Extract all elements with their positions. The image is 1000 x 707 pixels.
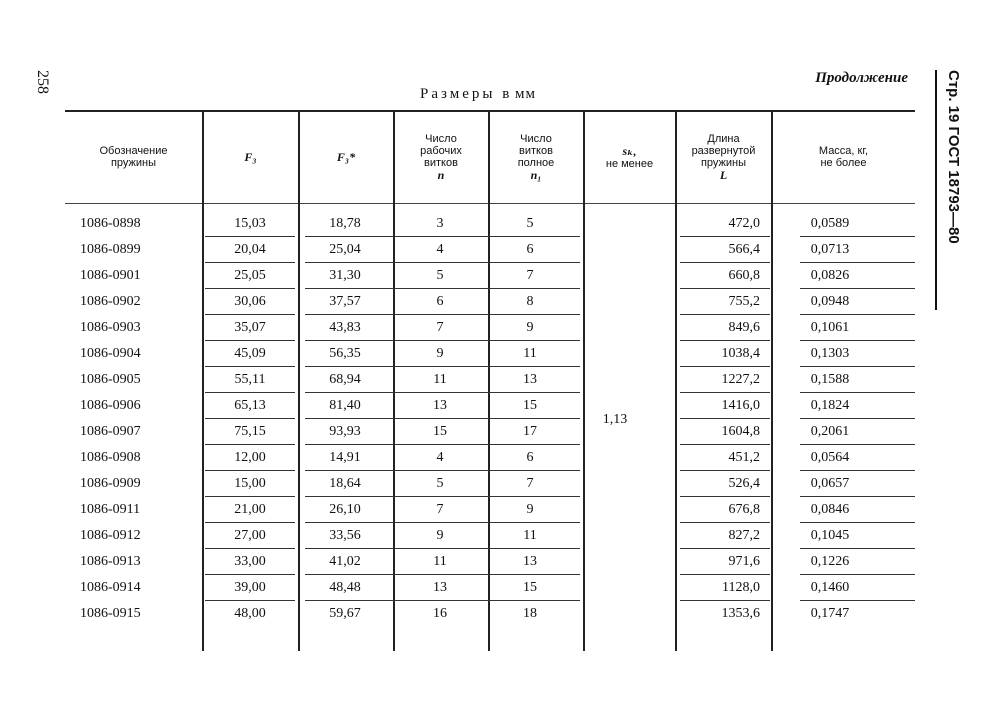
row-rule: [680, 548, 770, 549]
row-rule: [800, 418, 915, 419]
row-rule: [395, 496, 485, 497]
cell-f3: 65,13: [234, 398, 266, 413]
cell-designation: 1086-0902: [80, 294, 141, 309]
cell-length: 676,8: [728, 502, 760, 517]
table-row: [65, 316, 915, 340]
cell-designation: 1086-0901: [80, 268, 141, 283]
row-rule: [800, 548, 915, 549]
cell-mass: 0,0713: [810, 242, 850, 257]
row-rule: [395, 236, 485, 237]
cell-n1: 18: [523, 606, 537, 621]
cell-n1: 5: [526, 216, 534, 231]
row-rule: [205, 600, 295, 601]
cell-f3: 35,07: [234, 320, 266, 335]
cell-f3: 48,00: [234, 606, 266, 621]
cell-n1: 15: [523, 398, 537, 413]
cell-length: 1128,0: [722, 580, 760, 595]
row-rule: [680, 444, 770, 445]
row-rule: [485, 522, 580, 523]
cell-f3-star: 48,48: [329, 580, 361, 595]
cell-designation: 1086-0903: [80, 320, 141, 335]
cell-length: 1416,0: [721, 398, 760, 413]
row-rule: [800, 340, 915, 341]
row-rule: [485, 314, 580, 315]
row-rule: [305, 314, 395, 315]
row-rule: [305, 340, 395, 341]
row-rule: [485, 470, 580, 471]
cell-length: 1604,8: [721, 424, 760, 439]
cell-mass: 0,1460: [810, 580, 850, 595]
cell-n: 11: [433, 372, 447, 387]
table-row: [65, 238, 915, 262]
cell-mass: 0,1303: [810, 346, 850, 361]
cell-n: 11: [433, 554, 447, 569]
side-header-text: Стр. 19 ГОСТ 18793—80: [945, 70, 962, 244]
row-rule: [680, 418, 770, 419]
table-row: [65, 446, 915, 470]
cell-designation: 1086-0911: [80, 502, 141, 517]
cell-length: 566,4: [728, 242, 760, 257]
cell-f3: 75,15: [234, 424, 266, 439]
cell-length: 660,8: [728, 268, 760, 283]
row-rule: [205, 314, 295, 315]
cell-length: 755,2: [728, 294, 760, 309]
row-rule: [205, 548, 295, 549]
row-rule: [305, 392, 395, 393]
cell-n: 7: [436, 320, 444, 335]
cell-f3: 15,00: [234, 476, 266, 491]
row-rule: [485, 600, 580, 601]
row-rule: [205, 496, 295, 497]
row-rule: [680, 366, 770, 367]
cell-n1: 6: [526, 450, 534, 465]
cell-mass: 0,0564: [810, 450, 850, 465]
row-rule: [680, 496, 770, 497]
cell-mass: 0,1045: [810, 528, 850, 543]
cell-f3: 39,00: [234, 580, 266, 595]
cell-mass: 0,1824: [810, 398, 850, 413]
row-rule: [305, 522, 395, 523]
cell-f3: 15,03: [234, 216, 266, 231]
row-rule: [485, 392, 580, 393]
cell-f3-star: 41,02: [329, 554, 361, 569]
cell-f3-star: 18,64: [329, 476, 361, 491]
row-rule: [205, 236, 295, 237]
cell-mass: 0,1588: [810, 372, 850, 387]
row-rule: [800, 574, 915, 575]
row-rule: [205, 470, 295, 471]
cell-length: 1227,2: [721, 372, 760, 387]
row-rule: [395, 470, 485, 471]
row-rule: [205, 444, 295, 445]
row-rule: [800, 366, 915, 367]
cell-length: 827,2: [728, 528, 760, 543]
cell-f3-star: 93,93: [329, 424, 361, 439]
row-rule: [800, 262, 915, 263]
cell-n1: 17: [523, 424, 537, 439]
caption-lead: Размеры: [420, 86, 496, 102]
continuation-label: Продолжение: [815, 70, 908, 86]
cell-designation: 1086-0907: [80, 424, 141, 439]
cell-n: 3: [436, 216, 444, 231]
cell-mass: 0,0657: [810, 476, 850, 491]
cell-length: 526,4: [728, 476, 760, 491]
row-rule: [485, 574, 580, 575]
row-rule: [305, 470, 395, 471]
cell-n1: 7: [526, 476, 534, 491]
cell-mass: 0,1747: [810, 606, 850, 621]
cell-designation: 1086-0914: [80, 580, 141, 595]
row-rule: [205, 340, 295, 341]
header-length: Длина развернутой пружины L: [691, 132, 756, 182]
cell-f3-star: 68,94: [329, 372, 361, 387]
cell-n: 13: [433, 580, 447, 595]
cell-f3: 45,09: [234, 346, 266, 361]
row-rule: [395, 262, 485, 263]
row-rule: [800, 392, 915, 393]
row-rule: [800, 314, 915, 315]
cell-n: 4: [436, 450, 444, 465]
cell-f3-star: 14,91: [329, 450, 361, 465]
cell-f3-star: 33,56: [329, 528, 361, 543]
table-row: [65, 420, 915, 444]
cell-length: 451,2: [728, 450, 760, 465]
cell-designation: 1086-0906: [80, 398, 141, 413]
row-rule: [305, 366, 395, 367]
table-row: [65, 290, 915, 314]
header-f3-star: F₃*: [336, 150, 356, 164]
cell-n: 16: [433, 606, 447, 621]
table-row: [65, 342, 915, 366]
side-rule: [935, 70, 937, 310]
cell-n: 5: [436, 476, 444, 491]
row-rule: [305, 418, 395, 419]
header-sk: sₖ, не менее: [605, 143, 654, 170]
row-rule: [305, 600, 395, 601]
cell-n1: 6: [526, 242, 534, 257]
cell-n: 9: [436, 528, 444, 543]
sk-value: 1,13: [602, 412, 628, 427]
row-rule: [485, 288, 580, 289]
cell-designation: 1086-0915: [80, 606, 141, 621]
row-rule: [680, 288, 770, 289]
cell-n: 13: [433, 398, 447, 413]
cell-f3-star: 31,30: [329, 268, 361, 283]
table-row: [65, 394, 915, 418]
table-row: [65, 472, 915, 496]
row-rule: [205, 522, 295, 523]
row-rule: [800, 522, 915, 523]
row-rule: [680, 236, 770, 237]
cell-n: 5: [436, 268, 444, 283]
row-rule: [485, 496, 580, 497]
cell-designation: 1086-0905: [80, 372, 141, 387]
cell-length: 971,6: [728, 554, 760, 569]
header-working-turns: Число рабочих витков n: [420, 132, 462, 182]
row-rule: [395, 314, 485, 315]
cell-length: 1353,6: [721, 606, 760, 621]
cell-n1: 7: [526, 268, 534, 283]
row-rule: [485, 548, 580, 549]
cell-mass: 0,0589: [810, 216, 850, 231]
cell-mass: 0,1061: [810, 320, 850, 335]
row-rule: [800, 444, 915, 445]
row-rule: [305, 288, 395, 289]
row-rule: [205, 262, 295, 263]
row-rule: [800, 288, 915, 289]
table-row: [65, 368, 915, 392]
cell-designation: 1086-0898: [80, 216, 141, 231]
table-header-rule: [65, 203, 915, 204]
row-rule: [305, 548, 395, 549]
row-rule: [800, 236, 915, 237]
header-total-turns: Число витков полное n₁: [517, 132, 555, 182]
row-rule: [680, 262, 770, 263]
cell-f3: 30,06: [234, 294, 266, 309]
row-rule: [485, 444, 580, 445]
row-rule: [395, 340, 485, 341]
cell-f3: 12,00: [234, 450, 266, 465]
cell-f3-star: 25,04: [329, 242, 361, 257]
cell-designation: 1086-0899: [80, 242, 141, 257]
row-rule: [395, 366, 485, 367]
cell-n1: 13: [523, 372, 537, 387]
row-rule: [395, 392, 485, 393]
cell-designation: 1086-0909: [80, 476, 141, 491]
row-rule: [395, 574, 485, 575]
cell-f3-star: 43,83: [329, 320, 361, 335]
cell-designation: 1086-0913: [80, 554, 141, 569]
cell-length: 849,6: [728, 320, 760, 335]
cell-f3-star: 81,40: [329, 398, 361, 413]
table-row: [65, 212, 915, 236]
row-rule: [395, 288, 485, 289]
table-row: [65, 264, 915, 288]
row-rule: [800, 470, 915, 471]
cell-n: 15: [433, 424, 447, 439]
cell-n1: 9: [526, 502, 534, 517]
row-rule: [305, 444, 395, 445]
row-rule: [395, 522, 485, 523]
cell-mass: 0,0846: [810, 502, 850, 517]
row-rule: [395, 600, 485, 601]
row-rule: [205, 366, 295, 367]
cell-mass: 0,0948: [810, 294, 850, 309]
row-rule: [800, 496, 915, 497]
cell-mass: 0,1226: [810, 554, 850, 569]
header-f3: F₃: [244, 150, 257, 164]
cell-length: 1038,4: [721, 346, 760, 361]
cell-n1: 15: [523, 580, 537, 595]
cell-f3: 25,05: [234, 268, 266, 283]
table-row: [65, 602, 915, 626]
row-rule: [680, 470, 770, 471]
row-rule: [485, 366, 580, 367]
cell-n1: 11: [523, 528, 537, 543]
cell-f3-star: 26,10: [329, 502, 361, 517]
header-designation: Обозначение пружины: [99, 145, 168, 169]
row-rule: [680, 600, 770, 601]
row-rule: [305, 236, 395, 237]
row-rule: [680, 574, 770, 575]
table-row: [65, 576, 915, 600]
row-rule: [680, 392, 770, 393]
cell-length: 472,0: [728, 216, 760, 231]
row-rule: [680, 340, 770, 341]
cell-f3-star: 56,35: [329, 346, 361, 361]
cell-n1: 11: [523, 346, 537, 361]
row-rule: [800, 600, 915, 601]
cell-designation: 1086-0908: [80, 450, 141, 465]
table-row: [65, 550, 915, 574]
row-rule: [205, 392, 295, 393]
caption-tail: в мм: [502, 86, 537, 102]
cell-f3: 33,00: [234, 554, 266, 569]
cell-designation: 1086-0904: [80, 346, 141, 361]
row-rule: [680, 314, 770, 315]
row-rule: [485, 418, 580, 419]
side-header: [941, 70, 965, 300]
row-rule: [205, 288, 295, 289]
cell-n1: 9: [526, 320, 534, 335]
cell-mass: 0,2061: [810, 424, 850, 439]
row-rule: [395, 444, 485, 445]
cell-f3-star: 59,67: [329, 606, 361, 621]
cell-mass: 0,0826: [810, 268, 850, 283]
row-rule: [205, 418, 295, 419]
row-rule: [485, 262, 580, 263]
header-mass: Масса, кг, не более: [818, 145, 869, 169]
cell-f3: 20,04: [234, 242, 266, 257]
cell-n1: 13: [523, 554, 537, 569]
row-rule: [305, 574, 395, 575]
cell-n: 4: [436, 242, 444, 257]
page-number: 258: [34, 70, 51, 94]
cell-n: 6: [436, 294, 444, 309]
row-rule: [395, 418, 485, 419]
cell-f3-star: 37,57: [329, 294, 361, 309]
row-rule: [485, 340, 580, 341]
cell-n: 9: [436, 346, 444, 361]
table-caption: [420, 86, 536, 103]
cell-f3: 55,11: [234, 372, 266, 387]
table-row: [65, 498, 915, 522]
cell-n: 7: [436, 502, 444, 517]
row-rule: [305, 262, 395, 263]
cell-f3-star: 18,78: [329, 216, 361, 231]
table-row: [65, 524, 915, 548]
cell-designation: 1086-0912: [80, 528, 141, 543]
cell-n1: 8: [526, 294, 534, 309]
cell-f3: 27,00: [234, 528, 266, 543]
row-rule: [305, 496, 395, 497]
row-rule: [395, 548, 485, 549]
row-rule: [680, 522, 770, 523]
cell-f3: 21,00: [234, 502, 266, 517]
row-rule: [485, 236, 580, 237]
row-rule: [205, 574, 295, 575]
